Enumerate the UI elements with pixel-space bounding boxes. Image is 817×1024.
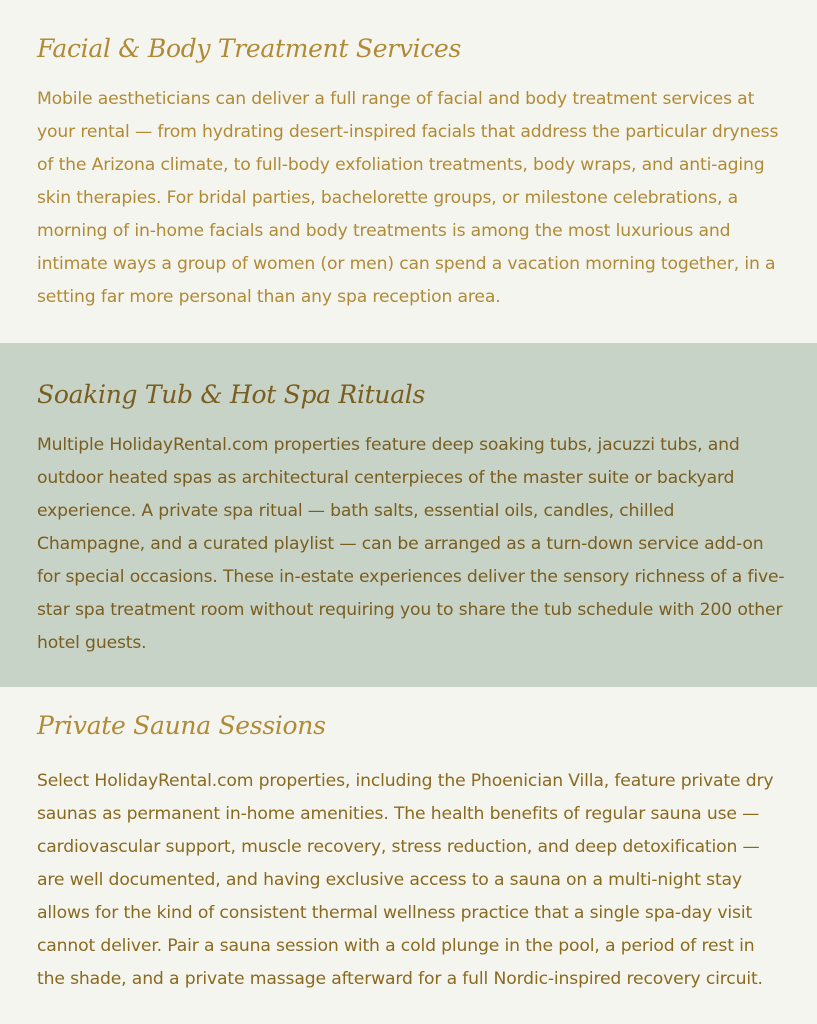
soaking-tub-paragraph: Multiple HolidayRental.com properties feature deep soaking tubs, jacuzzi tubs, and outdoor heated spas as architectural centerpieces of the master suite or backyard experience. A private spa ritual — bath salts, essential oils, candles, chilled Champagne, and a curated playlist — can be arranged as a turn-down service add-on for special occasions. These in-estate experiences deliver the sensory richness of a five-star spa treatment room without requiring you to share the tub schedule with 200 other hotel guests.: [37, 435, 785, 653]
private-sauna-heading: Private Sauna Sessions: [37, 711, 326, 740]
soaking-tub-section: [0, 343, 817, 687]
facial-body-section: [0, 0, 817, 343]
private-sauna-section: [0, 687, 817, 1024]
facial-body-heading: Facial & Body Treatment Services: [37, 34, 462, 63]
facial-body-paragraph: Mobile aestheticians can deliver a full range of facial and body treatment services at your rental — from hydrating desert-inspired facials that address the particular dryness of the Arizona climate, to full-body exfoliation treatments, body wraps, and anti-aging skin therapies. For bridal parties, bachelorette groups, or milestone celebrations, a morning of in-home facials and body treatments is among the most luxurious and intimate ways a group of women (or men) can spend a vacation morning together, in a setting far more personal than any spa reception area.: [37, 89, 779, 307]
private-sauna-paragraph: Select HolidayRental.com properties, including the Phoenician Villa, feature private dry saunas as permanent in-home amenities. The health benefits of regular sauna use — cardiovascular support, muscle recovery, stress reduction, and deep detoxification — are well documented, and having exclusive access to a sauna on a multi-night stay allows for the kind of consistent thermal wellness practice that a single spa-day visit cannot deliver. Pair a sauna session with a cold plunge in the pool, a period of rest in the shade, and a private massage afterward for a full Nordic-inspired recovery circuit.: [37, 771, 774, 989]
soaking-tub-heading: Soaking Tub & Hot Spa Rituals: [37, 380, 426, 409]
